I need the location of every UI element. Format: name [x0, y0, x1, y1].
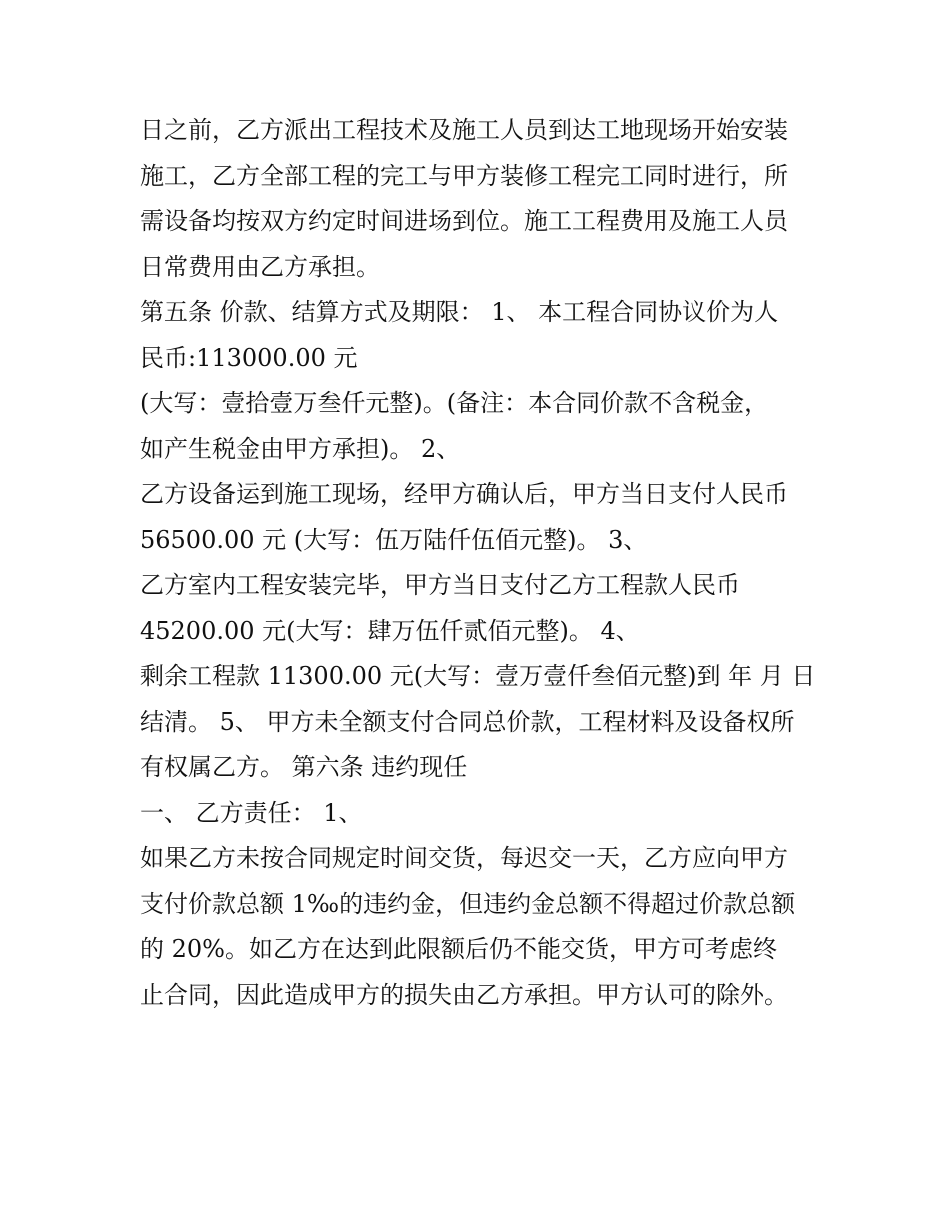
text-line: 日常费用由乙方承担。	[140, 252, 380, 281]
text-line: 剩余工程款 11300.00 元(大写：壹万壹仟叁佰元整)到 年 月 日	[140, 662, 816, 690]
text-line: 乙方室内工程安装完毕，甲方当日支付乙方工程款人民币	[140, 571, 740, 599]
text-line: 第五条 价款、结算方式及期限： 1、 本工程合同协议价为人	[140, 298, 779, 326]
text-line: 如果乙方未按合同规定时间交货，每迟交一天，乙方应向甲方	[140, 844, 788, 872]
text-line: 日之前，乙方派出工程技术及施工人员到达工地现场开始安装	[140, 116, 788, 144]
text-line: 止合同，因此造成甲方的损失由乙方承担。甲方认可的除外。	[140, 980, 788, 1009]
text-line: (大写：壹拾壹万叁仟元整)。(备注：本合同价款不含税金，	[140, 389, 769, 417]
text-line: 支付价款总额 1‰的违约金，但违约金总额不得超过价款总额	[140, 889, 796, 918]
text-line: 的 20%。如乙方在达到此限额后仍不能交货，甲方可考虑终	[140, 935, 777, 963]
text-line: 有权属乙方。 第六条 违约现任	[140, 753, 468, 781]
text-line: 需设备均按双方约定时间进场到位。施工工程费用及施工人员	[140, 207, 788, 235]
text-line: 施工，乙方全部工程的完工与甲方装修工程完工同时进行，所	[140, 161, 788, 190]
text-line: 结清。 5、 甲方未全额支付合同总价款，工程材料及设备权所	[140, 707, 795, 736]
text-line: 如产生税金由甲方承担)。 2、	[140, 434, 461, 463]
contract-body-text	[140, 108, 830, 1018]
text-line: 56500.00 元 (大写：伍万陆仟伍佰元整)。 3、	[140, 525, 648, 554]
text-line: 乙方设备运到施工现场，经甲方确认后，甲方当日支付人民币	[140, 480, 788, 508]
text-line: 45200.00 元(大写：肆万伍仟贰佰元整)。 4、	[140, 616, 640, 645]
text-line: 民币:113000.00 元	[140, 343, 358, 372]
text-line: 一、 乙方责任： 1、	[140, 798, 363, 827]
